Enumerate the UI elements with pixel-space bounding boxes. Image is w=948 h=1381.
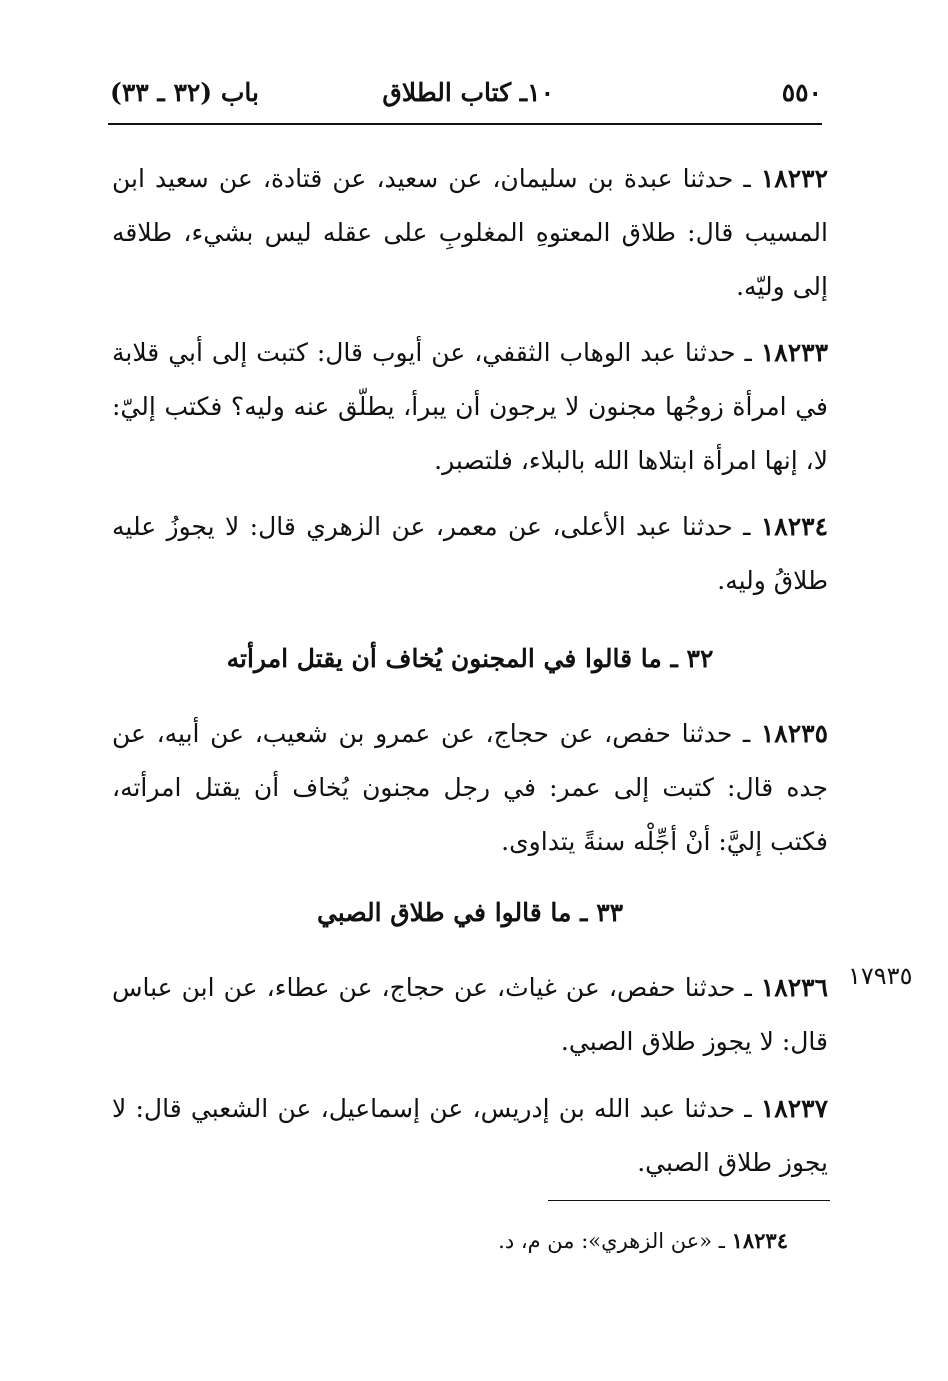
hadith-text: ـ حدثنا عبدة بن سليمان، عن سعيد، عن قتادة، عن سعيد ابن المسيب قال: طلاق المعتوهِ المغلوبِ على عقله ليس بشيء، طلاقه إلى وليّه. <box>112 164 828 301</box>
hadith-number: ١٨٢٣٧ <box>760 1094 828 1123</box>
hadith-text: ـ حدثنا عبد الله بن إدريس، عن إسماعيل، عن الشعبي قال: لا يجوز طلاق الصبي. <box>112 1094 828 1177</box>
header-divider <box>108 123 822 125</box>
margin-reference-number: ١٧٩٣٥ <box>848 962 913 990</box>
hadith-paragraph <box>112 152 828 314</box>
hadith-text: ـ حدثنا عبد الوهاب الثقفي، عن أيوب قال: كتبت إلى أبي قلابة في امرأة زوجُها مجنون لا يرجون أن يبرأ، يطلّق عنه وليه؟ فكتب إليّ: لا، إنها امرأة ابتلاها الله بالبلاء، فلتصبر. <box>112 338 828 475</box>
hadith-text: ـ حدثنا عبد الأعلى، عن معمر، عن الزهري قال: لا يجوزُ عليه طلاقُ وليه. <box>112 512 828 595</box>
hadith-paragraph <box>112 326 828 488</box>
hadith-paragraph <box>112 961 828 1069</box>
hadith-paragraph <box>112 1082 828 1190</box>
hadith-number: ١٨٢٣٦ <box>760 973 828 1002</box>
hadith-number: ١٨٢٣٥ <box>760 719 828 748</box>
page-number: ٥٥٠ <box>781 78 822 107</box>
hadith-text: ـ حدثنا حفص، عن حجاج، عن عمرو بن شعيب، عن أبيه، عن جده قال: كتبت إلى عمر: في رجل مجنون يُخاف أن يقتل امرأته، فكتب إليَّ: أنْ أجِّلْه سنةً يتداوى. <box>112 719 828 856</box>
footnote-divider <box>548 1200 830 1201</box>
hadith-number: ١٨٢٣٣ <box>760 338 828 367</box>
chapter-range: باب (٣٢ ـ ٣٣) <box>110 78 259 107</box>
section-heading: ٣٢ ـ ما قالوا في المجنون يُخاف أن يقتل امرأته <box>226 644 714 673</box>
book-title: ١٠ـ كتاب الطلاق <box>382 78 554 107</box>
hadith-paragraph <box>112 500 828 608</box>
footnote-number: ١٨٢٣٤ <box>731 1228 788 1253</box>
page-header <box>110 78 822 118</box>
hadith-number: ١٨٢٣٢ <box>760 164 828 193</box>
hadith-text: ـ حدثنا حفص، عن غياث، عن حجاج، عن عطاء، عن ابن عباس قال: لا يجوز طلاق الصبي. <box>112 973 828 1056</box>
footnote <box>498 1228 788 1253</box>
section-heading: ٣٣ ـ ما قالوا في طلاق الصبي <box>316 898 624 927</box>
footnote-text: ـ «عن الزهري»: من م، د. <box>498 1229 732 1253</box>
hadith-paragraph <box>112 707 828 869</box>
hadith-number: ١٨٢٣٤ <box>760 512 828 541</box>
